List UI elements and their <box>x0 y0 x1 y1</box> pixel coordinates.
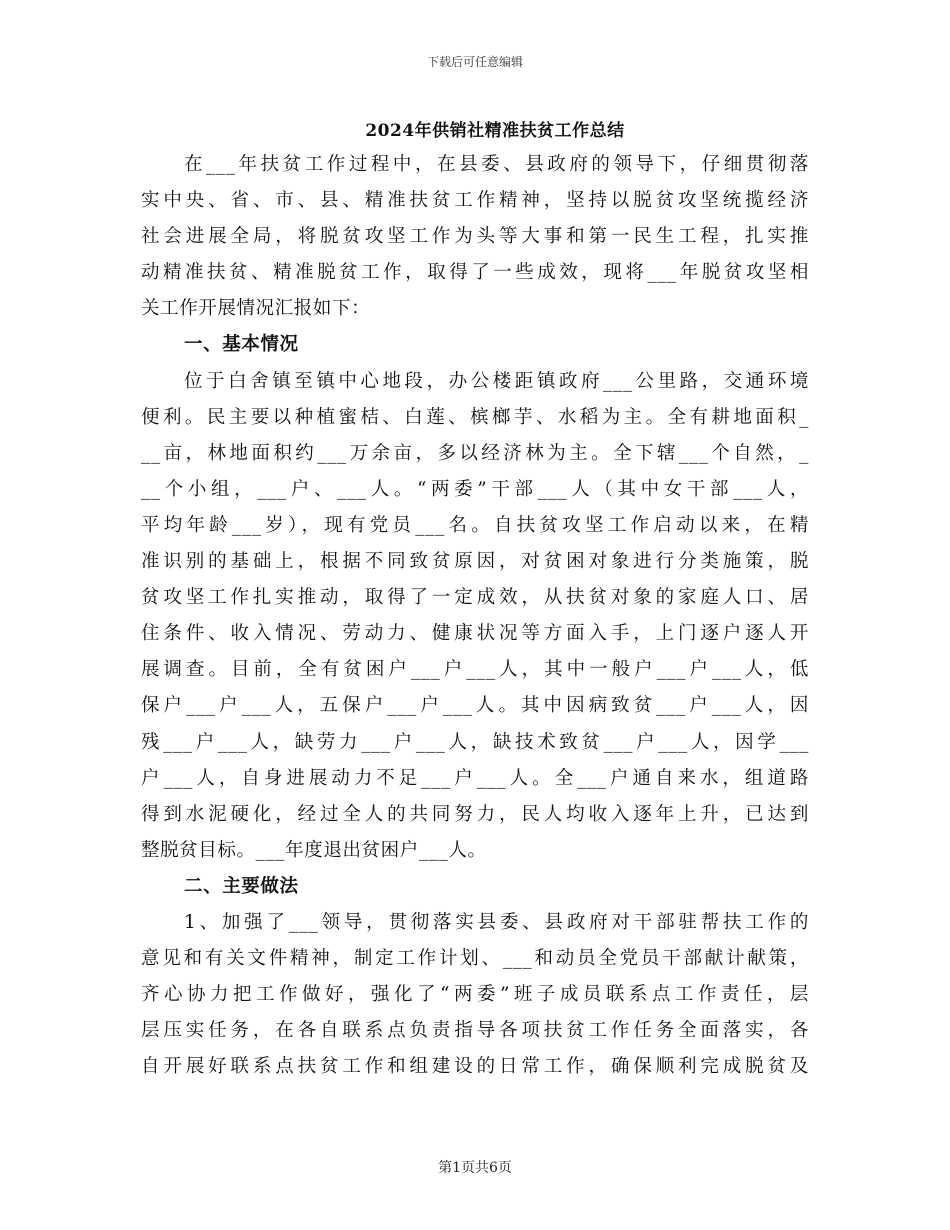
body-line: 整脱贫目标。___年度退出贫困户___人。 <box>141 839 487 861</box>
body-line: 准识别的基础上，根据不同致贫原因，对贫困对象进行分类施策，脱 <box>141 551 809 573</box>
body-line: 位于白舍镇至镇中心地段，办公楼距镇政府___公里路，交通环境 <box>184 370 809 392</box>
body-line: 关工作开展情况汇报如下： <box>141 298 371 320</box>
body-line: 住条件、收入情况、劳动力、健康状况等方面入手，上门逐户逐人开 <box>141 623 809 645</box>
body-line: 动精准扶贫、精准脱贫工作，取得了一些成效，现将___年脱贫攻坚相 <box>141 262 809 284</box>
body-line: 便利。民主要以种植蜜桔、白莲、槟榔芋、水稻为主。全有耕地面积_ <box>141 406 809 428</box>
body-line: __个小组，___户、___人。“两委”干部___人（其中女干部___人， <box>141 478 809 500</box>
body-line: 户___人，自身进展动力不足___户___人。全___户通自来水，组道路 <box>141 767 809 789</box>
body-line: __亩，林地面积约___万余亩，多以经济林为主。全下辖___个自然，_ <box>141 442 809 464</box>
body-line: 1、加强了___领导，贯彻落实县委、县政府对干部驻帮扶工作的 <box>184 911 809 933</box>
body-line: 保户___户___人，五保户___户___人。其中因病致贫___户___人，因 <box>141 695 809 717</box>
body-line: 实中央、省、市、县、精准扶贫工作精神，坚持以脱贫攻坚统揽经济 <box>141 190 809 212</box>
body-line: 社会进展全局，将脱贫攻坚工作为头等大事和第一民生工程，扎实推 <box>141 226 809 248</box>
page-footer: 第1页共6页 <box>438 1160 512 1176</box>
document-title: 2024年供销社精准扶贫工作总结 <box>365 121 625 141</box>
body-line: 贫攻坚工作扎实推动，取得了一定成效，从扶贫对象的家庭人口、居 <box>141 587 809 609</box>
page-header: 下载后可任意编辑 <box>426 55 523 69</box>
body-line: 平均年龄___岁），现有党员___名。自扶贫攻坚工作启动以来，在精 <box>141 514 809 536</box>
body-line: 在___年扶贫工作过程中，在县委、县政府的领导下，仔细贯彻落 <box>184 154 809 175</box>
body-line: 齐心协力把工作做好，强化了“两委”班子成员联系点工作责任，层 <box>141 984 809 1006</box>
body-line: 层压实任务，在各自联系点负责指导各项扶贫工作任务全面落实，各 <box>141 1020 809 1042</box>
document-body <box>141 147 809 1085</box>
section-heading: 二、主要做法 <box>184 875 299 897</box>
body-line: 得到水泥硬化，经过全人的共同努力，民人均收入逐年上升，已达到 <box>141 803 809 825</box>
body-line: 残___户___人，缺劳力___户___人，缺技术致贫___户___人，因学___ <box>141 731 809 753</box>
section-heading: 一、基本情况 <box>184 334 299 356</box>
body-line: 自开展好联系点扶贫工作和组建设的日常工作，确保顺利完成脱贫及 <box>141 1056 809 1078</box>
body-line: 意见和有关文件精神，制定工作计划、___和动员全党员干部献计献策， <box>141 948 809 970</box>
body-line: 展调查。目前，全有贫困户___户___人，其中一般户___户___人，低 <box>141 659 809 681</box>
